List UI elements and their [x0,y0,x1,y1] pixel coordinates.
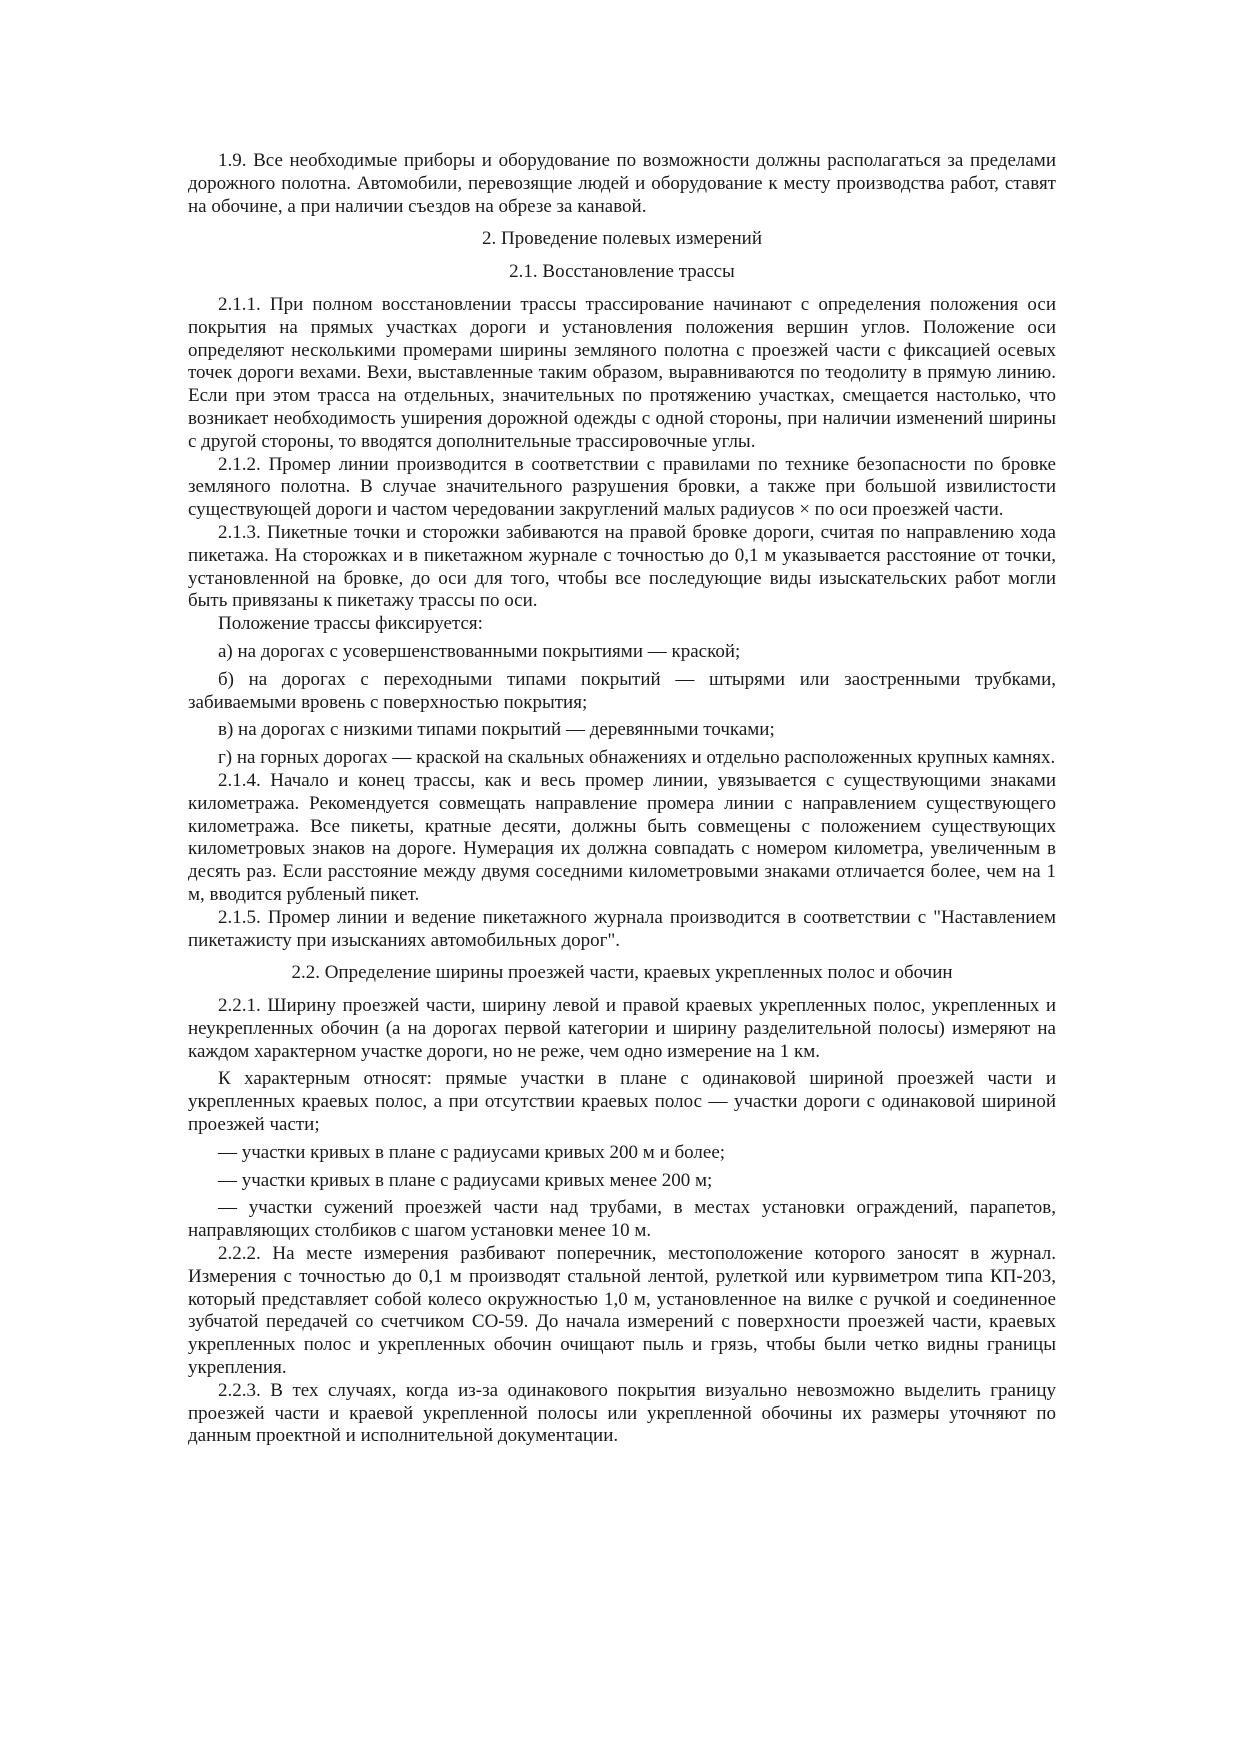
list-item-a: а) на дорогах с усовершенствованными покрытиями — краской; [218,640,741,662]
paragraph-characteristic: К характерным относят: прямые участки в плане с одинаковой шириной проезжей части и укрепленных краевых полос, а при отсутствии краевых полос — участки дороги с одинаковой шириной проезжей части; [188,1068,1056,1136]
paragraph-2-1-4: 2.1.4. Начало и конец трассы, как и весь промер линии, увязывается с существующими знаками километража. Рекомендуется совмещать направление промера линии с направлением существующего километража. Все пикеты, кратные десяти, должны быть совмещены с положением существующих километровых знаков на дороге. Нумерация их должна совпадать с номером километра, увеличенным в десять раз. Если расстояние между двумя соседними километровыми знаками отличается более, чем на 1 м, вводится рубленый пикет. [188,769,1056,905]
paragraph-2-1-3: 2.1.3. Пикетные точки и сторожки забиваются на правой бровке дороги, считая по направлению хода пикетажа. На сторожках и в пикетажном журнале с точностью до 0,1 м указывается расстояние от точки, установленной на бровке, до оси для того, чтобы все последующие виды изыскательских работ могли быть привязаны к пикетажу трассы по оси. [188,521,1056,612]
subsection-heading-2-1: 2.1. Восстановление трассы [509,261,735,283]
list-item-dash-2: — участки кривых в плане с радиусами кривых менее 200 м; [218,1169,713,1191]
paragraph-1-9: 1.9. Все необходимые приборы и оборудование по возможности должны располагаться за пределами дорожного полотна. Автомобили, перевозящие людей и оборудование к месту производства работ, ставят на обочине, а при наличии съездов на обрезе за канавой. [188,150,1056,217]
list-item-b: б) на дорогах с переходными типами покрытий — штырями или заостренными трубками, забиваемыми вровень с поверхностью покрытия; [188,668,1056,713]
list-item-dash-3: — участки сужений проезжей части над трубами, в местах установки ограждений, парапетов, направляющих столбиков с шагом установки менее 10 м. [188,1197,1056,1242]
section-heading-2: 2. Проведение полевых измерений [482,228,762,250]
paragraph-2-1-5: 2.1.5. Промер линии и ведение пикетажного журнала производится в соответствии с "Наставлением пикетажисту при изысканиях автомобильных дорог". [188,906,1056,951]
list-item-g: г) на горных дорогах — краской на скальных обнажениях и отдельно расположенных крупных камнях. [218,747,1056,769]
list-item-dash-1: — участки кривых в плане с радиусами кривых 200 м и более; [218,1141,726,1163]
paragraph-2-1-2: 2.1.2. Промер линии производится в соответствии с правилами по технике безопасности по бровке земляного полотна. В случае значительного разрушения бровки, а также при большой извилистости существующей дороги и частом чередовании закруглений малых радиусов × по оси проезжей части. [188,453,1056,521]
list-item-v: в) на дорогах с низкими типами покрытий — деревянными точками; [218,719,775,741]
paragraph-2-1-1: 2.1.1. При полном восстановлении трассы трассирование начинают с определения положения оси покрытия на прямых участках дороги и установления положения вершин углов. Положение оси определяют несколькими промерами ширины земляного полотна с проезжей части с фиксацией осевых точек дороги вехами. Вехи, выставленные таким образом, выравниваются по теодолиту в прямую линию. Если при этом трасса на отдельных, значительных по протяжению участках, смещается настолько, что возникает необходимость уширения дорожной одежды с одной стороны, при наличии изменений ширины с другой стороны, то вводятся дополнительные трассировочные углы. [188,293,1056,452]
paragraph-fixation: Положение трассы фиксируется: [218,613,483,635]
subsection-heading-2-2: 2.2. Определение ширины проезжей части, краевых укрепленных полос и обочин [291,962,953,984]
paragraph-2-2-1: 2.2.1. Ширину проезжей части, ширину левой и правой краевых укрепленных полос, укрепленных и неукрепленных обочин (а на дорогах первой категории и ширину разделительной полосы) измеряют на каждом характерном участке дороги, но не реже, чем одно измерение на 1 км. [188,995,1056,1062]
paragraph-2-2-3: 2.2.3. В тех случаях, когда из-за одинакового покрытия визуально невозможно выделить границу проезжей части и краевой укрепленной полосы или укрепленной обочины их размеры уточняют по данным проектной и исполнительной документации. [188,1379,1056,1447]
document-page [188,150,1056,1448]
paragraph-2-2-2: 2.2.2. На месте измерения разбивают поперечник, местоположение которого заносят в журнал. Измерения с точностью до 0,1 м производят стальной лентой, рулеткой или курвиметром типа КП-203, который представляет собой колесо окружностью 1,0 м, установленное на вилке с ручкой и соединенное зубчатой передачей со счетчиком СО-59. До начала измерений с поверхности проезжей части, краевых укрепленных полос и укрепленных обочин очищают пыль и грязь, чтобы были четко видны границы укрепления. [188,1243,1056,1379]
